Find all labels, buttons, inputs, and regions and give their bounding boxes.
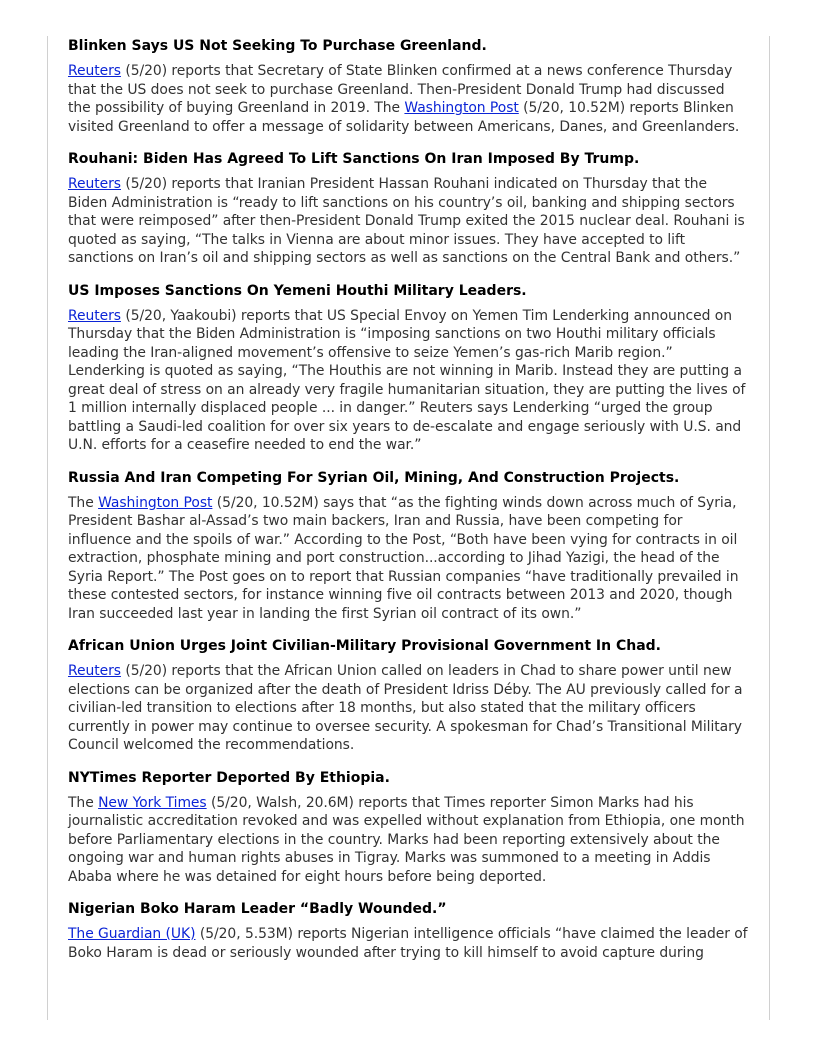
article-text: The xyxy=(68,494,99,511)
newsletter-content xyxy=(68,38,750,977)
article-headline: Russia And Iran Competing For Syrian Oil, Mining, And Construction Projects. xyxy=(68,469,680,486)
article-headline: US Imposes Sanctions On Yemeni Houthi Military Leaders. xyxy=(68,282,527,299)
article-body xyxy=(68,794,750,887)
article-body xyxy=(68,662,750,755)
source-link[interactable]: Washington Post xyxy=(98,494,213,511)
article-text: (5/20) reports that Iranian President Hassan Rouhani indicated on Thursday that the Biden Administration is “ready to lift sanctions on his country’s oil, banking and shipping sectors that were reimposed” after then-President Donald Trump exited the 2015 nuclear deal. Rouhani is quoted as saying, “The talks in Vienna are about minor issues. They have accepted to lift sanctions on Iran’s oil and shipping sectors as well as sanctions on the Central Bank and others.” xyxy=(68,176,745,266)
source-link[interactable]: Washington Post xyxy=(404,100,519,116)
article-text: The xyxy=(68,794,99,811)
article-body xyxy=(68,925,750,962)
source-link[interactable]: Reuters xyxy=(68,176,121,192)
article-headline: African Union Urges Joint Civilian-Military Provisional Government In Chad. xyxy=(68,638,661,654)
news-article xyxy=(68,638,750,755)
article-text: (5/20, 10.52M) reports Blinken visited Greenland to offer a message of solidarity between Americans, Danes, and Greenlanders. xyxy=(68,100,740,135)
article-text: (5/20) reports that the African Union called on leaders in Chad to share power until new elections can be organized after the death of President Idriss Déby. The AU previously called for a civilian-led transition to elections after 18 months, but also stated that the military officers currently in power may continue to oversee security. A spokesman for Chad’s Transitional Military Council welcomed the recommendations. xyxy=(68,663,743,753)
article-headline: Rouhani: Biden Has Agreed To Lift Sanctions On Iran Imposed By Trump. xyxy=(68,151,640,167)
article-body xyxy=(68,307,750,455)
source-link[interactable]: The Guardian (UK) xyxy=(68,926,196,942)
news-article xyxy=(68,470,750,624)
source-link[interactable]: Reuters xyxy=(68,63,121,79)
article-text: (5/20, 10.52M) says that “as the fighting winds down across much of Syria, President Bashar al-Assad’s two main backers, Iran and Russia, have been competing for influence and the spoils of war.” According to the Post, “Both have been vying for contracts in oil extraction, phosphate mining and port construction...according to Jihad Yazigi, the head of the Syria Report.” The Post goes on to report that Russian companies “have traditionally prevailed in these contested sectors, for instance winning five oil contracts between 2013 and 2020, though Iran succeeded last year in landing the first Syrian oil contract of its own.” xyxy=(68,494,739,622)
article-headline: Nigerian Boko Haram Leader “Badly Wounded.” xyxy=(68,901,447,917)
article-text: (5/20, 5.53M) reports Nigerian intelligence officials “have claimed the leader of Boko Haram is dead or seriously wounded after trying to kill himself to avoid capture during xyxy=(68,926,748,961)
article-text: (5/20, Yaakoubi) reports that US Special Envoy on Yemen Tim Lenderking announced on Thursday that the Biden Administration is “imposing sanctions on two Houthi military officials leading the Iran-aligned movement’s offensive to seize Yemen’s gas-rich Marib region.” Lenderking is quoted as saying, “The Houthis are not winning in Marib. Instead they are putting a great deal of stress on an already very fragile humanitarian situation, they are putting the lives of 1 million internally displaced people ... in danger.” Reuters says Lenderking “urged the group battling a Saudi-led coalition for over six years to de-escalate and engage seriously with U.S. and U.N. efforts for a ceasefire needed to end the war.” xyxy=(68,307,746,453)
source-link[interactable]: New York Times xyxy=(98,794,207,811)
source-link[interactable]: Reuters xyxy=(68,663,121,679)
article-body xyxy=(68,175,750,268)
article-body xyxy=(68,494,750,624)
article-body xyxy=(68,62,750,136)
news-article xyxy=(68,770,750,887)
news-article xyxy=(68,151,750,268)
article-text: (5/20, Walsh, 20.6M) reports that Times reporter Simon Marks had his journalistic accreditation revoked and was expelled without explanation from Ethiopia, one month before Parliamentary elections in the country. Marks had been reporting extensively about the ongoing war and human rights abuses in Tigray. Marks was summoned to a meeting in Addis Ababa where he was detained for eight hours before being deported. xyxy=(68,794,745,885)
article-text: (5/20) reports that Secretary of State Blinken confirmed at a news conference Thursday that the US does not seek to purchase Greenland. Then-President Donald Trump had discussed the possibility of buying Greenland in 2019. The xyxy=(68,63,733,116)
source-link[interactable]: Reuters xyxy=(68,307,121,324)
news-article xyxy=(68,283,750,455)
article-headline: NYTimes Reporter Deported By Ethiopia. xyxy=(68,769,390,786)
article-headline: Blinken Says US Not Seeking To Purchase Greenland. xyxy=(68,38,487,54)
news-article xyxy=(68,38,750,136)
news-article xyxy=(68,901,750,962)
